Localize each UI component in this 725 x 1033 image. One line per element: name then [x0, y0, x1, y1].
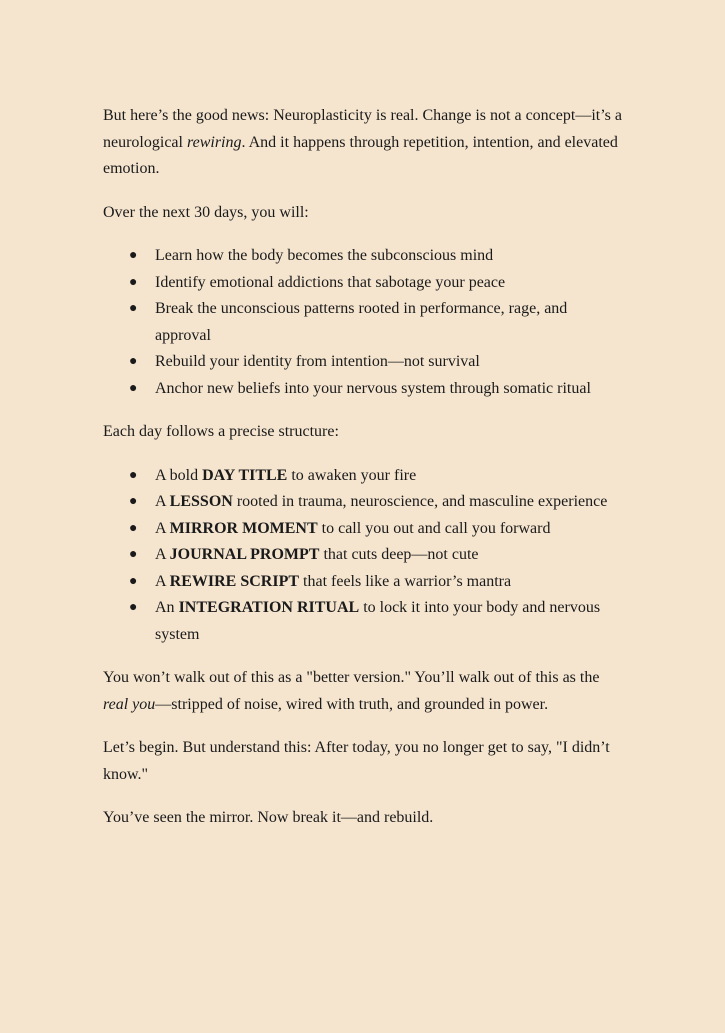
list-item: ● Anchor new beliefs into your nervous system through somatic ritual: [103, 376, 623, 403]
bullet-icon: ●: [129, 520, 138, 536]
bullet-icon: ●: [129, 354, 138, 369]
bullet-icon: ●: [129, 494, 138, 509]
list-item: ● Break the unconscious patterns rooted in performance, rage, and approval: [103, 296, 623, 349]
list-item: ● A REWIRE SCRIPT that feels like a warrior’s mantra: [103, 569, 623, 596]
bullet-icon: ●: [129, 274, 138, 290]
bullet-icon: ●: [129, 547, 138, 562]
bullet-icon: ●: [129, 301, 138, 316]
paragraph-neuroplasticity: But here’s the good news: Neuroplasticity is real. Change is not a concept—it’s a neurological rewiring. And it happens through repetition, intention, and elevated emotion.: [103, 107, 622, 177]
list-item: ● A bold DAY TITLE to awaken your fire: [103, 463, 623, 490]
paragraph-next-30-days: Over the next 30 days, you will:: [103, 203, 309, 221]
list-item: ● Learn how the body becomes the subconscious mind: [103, 243, 623, 270]
bullet-icon: ●: [129, 248, 138, 263]
bullet-icon: ●: [129, 600, 138, 615]
list-item: ● Identify emotional addictions that sabotage your peace: [103, 270, 623, 297]
structure-list: [103, 463, 623, 649]
list-item: ● A MIRROR MOMENT to call you out and call you forward: [103, 516, 623, 543]
bullet-icon: ●: [129, 380, 138, 396]
paragraph-mirror: You’ve seen the mirror. Now break it—and rebuild.: [103, 809, 434, 826]
bullet-icon: ●: [129, 573, 138, 589]
bullet-icon: ●: [129, 467, 138, 483]
paragraph-structure-intro: Each day follows a precise structure:: [103, 423, 339, 440]
list-item: ● An INTEGRATION RITUAL to lock it into your body and nervous system: [103, 595, 623, 648]
list-item: ● A JOURNAL PROMPT that cuts deep—not cute: [103, 542, 623, 569]
outcomes-list: [103, 243, 623, 402]
list-item: ● Rebuild your identity from intention—not survival: [103, 349, 623, 376]
paragraph-lets-begin: Let’s begin. But understand this: After today, you no longer get to say, "I didn’t know.": [103, 739, 610, 783]
list-item: ● A LESSON rooted in trauma, neuroscience, and masculine experience: [103, 489, 623, 516]
document-page: [103, 103, 623, 849]
paragraph-real-you: You won’t walk out of this as a "better version." You’ll walk out of this as the real you—stripped of noise, wired with truth, and grounded in power.: [103, 669, 600, 713]
